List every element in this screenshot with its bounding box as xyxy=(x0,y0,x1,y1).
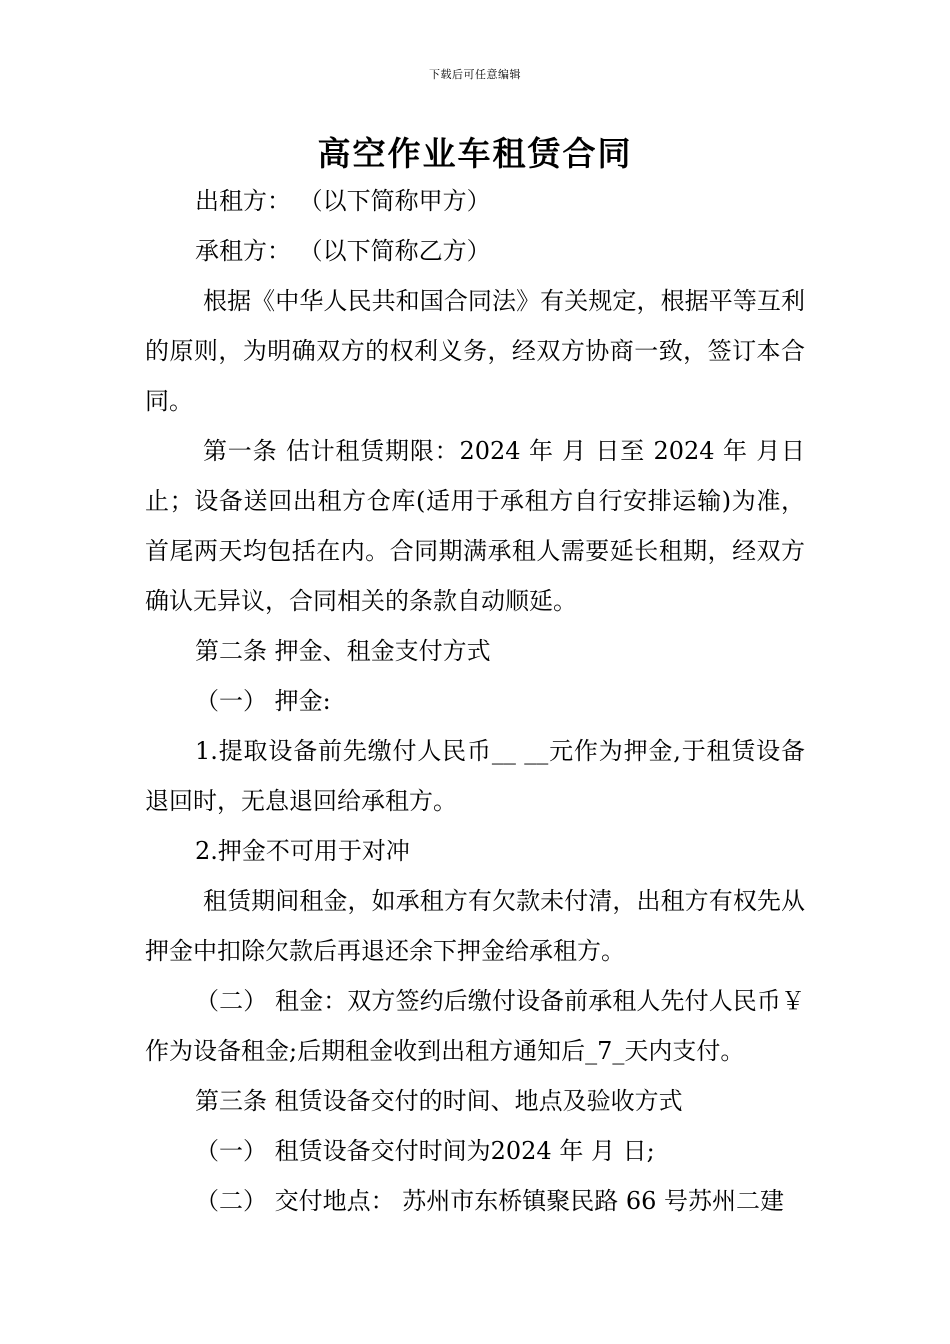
paragraph-delivery-place: （二） 交付地点： 苏州市东桥镇聚民路 66 号苏州二建 xyxy=(195,1187,785,1215)
paragraph-article-3-heading: 第三条 租赁设备交付的时间、地点及验收方式 xyxy=(195,1087,683,1115)
paragraph-preamble: 根据《中华人民共和国合同法》有关规定，根据平等互利的原则，为明确双方的权利义务，经双方协商一致，签订本合同。 xyxy=(145,287,805,415)
paragraph-article-1: 第一条 估计租赁期限：2024 年 月 日至 2024 年 月日止；设备送回出租方仓库(适用于承租方自行安排运输)为准，首尾两天均包括在内。合同期满承租人需要延长租期，经双方确认无异议，合同相关的条款自动顺延。 xyxy=(145,437,805,615)
paragraph-lessee: 承租方： （以下简称乙方） xyxy=(195,237,491,265)
paragraph-lessor: 出租方： （以下简称甲方） xyxy=(195,187,491,215)
paragraph-deposit-item-1: 1.提取设备前先缴付人民币__ __元作为押金,于租赁设备退回时，无息退回给承租方。 xyxy=(145,737,805,815)
document-title: 高空作业车租赁合同 xyxy=(317,134,633,173)
paragraph-rent: （二） 租金：双方签约后缴付设备前承租人先付人民币￥ 作为设备租金;后期租金收到出租方通知后_7_天内支付。 xyxy=(145,987,805,1065)
paragraph-deposit-heading: （一） 押金: xyxy=(195,687,331,715)
paragraph-article-2-heading: 第二条 押金、租金支付方式 xyxy=(195,637,491,665)
paragraph-delivery-time: （一） 租赁设备交付时间为2024 年 月 日; xyxy=(195,1137,655,1165)
document-body xyxy=(145,176,805,1226)
paragraph-deposit-item-2: 2.押金不可用于对冲 xyxy=(195,837,410,865)
paragraph-deposit-offset: 租赁期间租金，如承租方有欠款未付清，出租方有权先从押金中扣除欠款后再退还余下押金给承租方。 xyxy=(145,887,805,965)
header-note: 下载后可任意编辑 xyxy=(429,68,521,81)
